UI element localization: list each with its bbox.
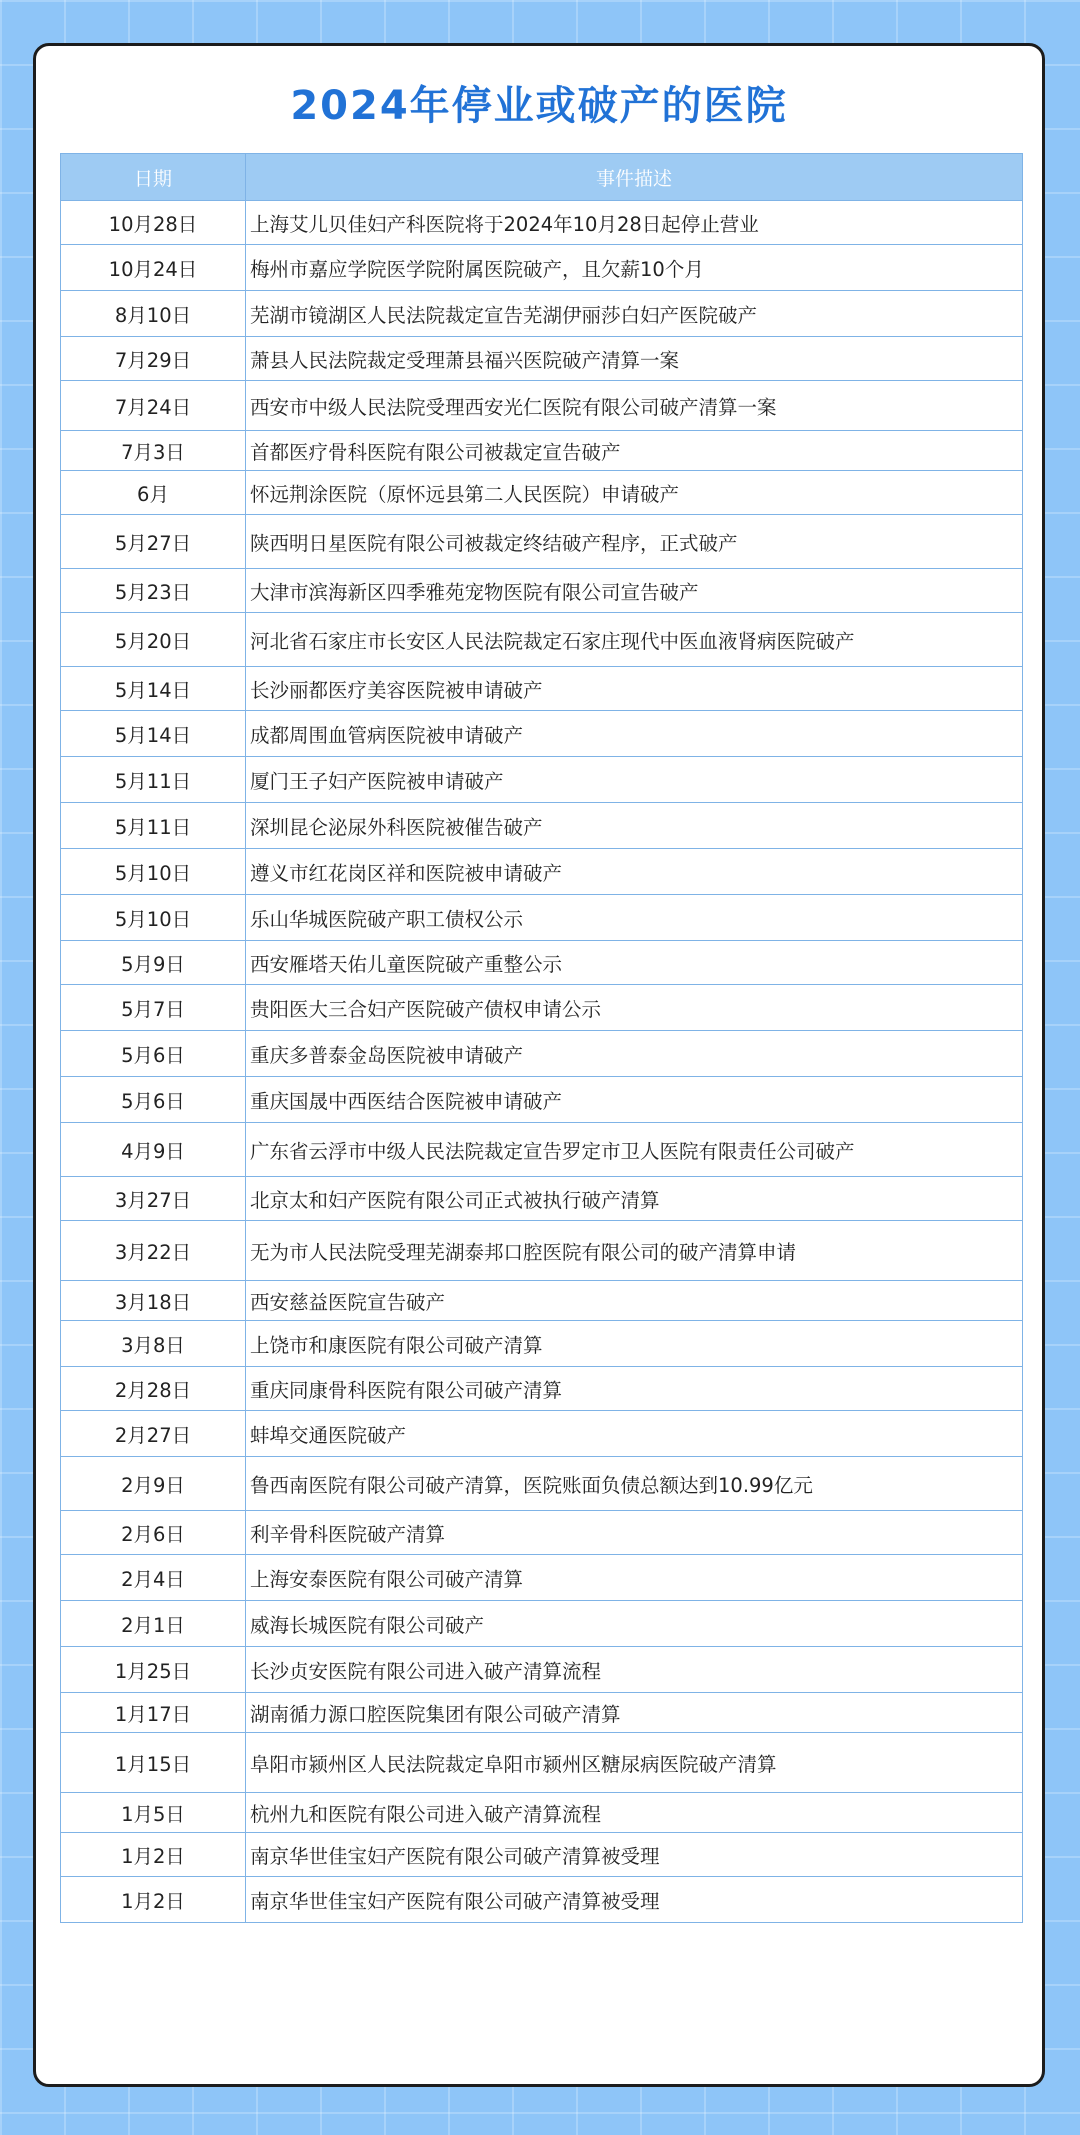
row-date: 5月10日 bbox=[61, 895, 246, 941]
row-event: 重庆多普泰金岛医院被申请破产 bbox=[246, 1031, 1023, 1077]
table-row bbox=[61, 1833, 1023, 1877]
row-event: 威海长城医院有限公司破产 bbox=[246, 1601, 1023, 1647]
row-date: 5月6日 bbox=[61, 1077, 246, 1123]
table-row bbox=[61, 381, 1023, 431]
row-event: 大津市滨海新区四季雅苑宠物医院有限公司宣告破产 bbox=[246, 569, 1023, 613]
row-date: 2月1日 bbox=[61, 1601, 246, 1647]
row-date: 3月18日 bbox=[61, 1281, 246, 1321]
table-row bbox=[61, 1367, 1023, 1411]
row-event: 萧县人民法院裁定受理萧县福兴医院破产清算一案 bbox=[246, 337, 1023, 381]
table-row bbox=[61, 1511, 1023, 1555]
row-date: 5月14日 bbox=[61, 667, 246, 711]
row-event: 西安慈益医院宣告破产 bbox=[246, 1281, 1023, 1321]
column-header-date: 日期 bbox=[61, 154, 246, 201]
table-row bbox=[61, 1647, 1023, 1693]
row-event: 杭州九和医院有限公司进入破产清算流程 bbox=[246, 1793, 1023, 1833]
row-date: 2月28日 bbox=[61, 1367, 246, 1411]
row-event: 厦门王子妇产医院被申请破产 bbox=[246, 757, 1023, 803]
row-date: 5月7日 bbox=[61, 985, 246, 1031]
table-row bbox=[61, 803, 1023, 849]
table-row bbox=[61, 291, 1023, 337]
row-date: 7月29日 bbox=[61, 337, 246, 381]
table-row bbox=[61, 1457, 1023, 1511]
row-date: 3月22日 bbox=[61, 1221, 246, 1281]
table-row bbox=[61, 1733, 1023, 1793]
row-event: 蚌埠交通医院破产 bbox=[246, 1411, 1023, 1457]
table-row bbox=[61, 1555, 1023, 1601]
table-row bbox=[61, 1411, 1023, 1457]
row-date: 3月8日 bbox=[61, 1321, 246, 1367]
row-date: 5月23日 bbox=[61, 569, 246, 613]
table-row bbox=[61, 1281, 1023, 1321]
table-header-row bbox=[61, 154, 1023, 201]
table-row bbox=[61, 941, 1023, 985]
table-row bbox=[61, 711, 1023, 757]
row-event: 南京华世佳宝妇产医院有限公司破产清算被受理 bbox=[246, 1877, 1023, 1923]
row-event: 长沙贞安医院有限公司进入破产清算流程 bbox=[246, 1647, 1023, 1693]
table-row bbox=[61, 471, 1023, 515]
row-event: 广东省云浮市中级人民法院裁定宣告罗定市卫人医院有限责任公司破产 bbox=[246, 1123, 1023, 1177]
row-event: 深圳昆仑泌尿外科医院被催告破产 bbox=[246, 803, 1023, 849]
row-event: 首都医疗骨科医院有限公司被裁定宣告破产 bbox=[246, 431, 1023, 471]
table-row bbox=[61, 1793, 1023, 1833]
row-date: 1月2日 bbox=[61, 1877, 246, 1923]
row-date: 5月6日 bbox=[61, 1031, 246, 1077]
row-date: 5月11日 bbox=[61, 803, 246, 849]
row-date: 1月17日 bbox=[61, 1693, 246, 1733]
row-event: 上海艾儿贝佳妇产科医院将于2024年10月28日起停止营业 bbox=[246, 201, 1023, 245]
hospital-table bbox=[60, 153, 1023, 1923]
content-card bbox=[33, 43, 1045, 2087]
row-event: 北京太和妇产医院有限公司正式被执行破产清算 bbox=[246, 1177, 1023, 1221]
table-row bbox=[61, 667, 1023, 711]
row-date: 5月14日 bbox=[61, 711, 246, 757]
row-event: 重庆同康骨科医院有限公司破产清算 bbox=[246, 1367, 1023, 1411]
table-row bbox=[61, 1693, 1023, 1733]
row-event: 河北省石家庄市长安区人民法院裁定石家庄现代中医血液肾病医院破产 bbox=[246, 613, 1023, 667]
row-date: 2月9日 bbox=[61, 1457, 246, 1511]
row-event: 上饶市和康医院有限公司破产清算 bbox=[246, 1321, 1023, 1367]
row-event: 长沙丽都医疗美容医院被申请破产 bbox=[246, 667, 1023, 711]
row-date: 1月2日 bbox=[61, 1833, 246, 1877]
table-row bbox=[61, 1877, 1023, 1923]
row-event: 成都周围血管病医院被申请破产 bbox=[246, 711, 1023, 757]
table-row bbox=[61, 613, 1023, 667]
row-date: 6月 bbox=[61, 471, 246, 515]
table-row bbox=[61, 757, 1023, 803]
row-event: 陕西明日星医院有限公司被裁定终结破产程序，正式破产 bbox=[246, 515, 1023, 569]
table-row bbox=[61, 431, 1023, 471]
table-row bbox=[61, 245, 1023, 291]
row-date: 2月27日 bbox=[61, 1411, 246, 1457]
row-date: 4月9日 bbox=[61, 1123, 246, 1177]
row-date: 1月5日 bbox=[61, 1793, 246, 1833]
row-date: 1月25日 bbox=[61, 1647, 246, 1693]
table-row bbox=[61, 849, 1023, 895]
row-date: 8月10日 bbox=[61, 291, 246, 337]
row-date: 5月9日 bbox=[61, 941, 246, 985]
column-header-event: 事件描述 bbox=[246, 154, 1023, 201]
row-date: 10月24日 bbox=[61, 245, 246, 291]
row-event: 遵义市红花岗区祥和医院被申请破产 bbox=[246, 849, 1023, 895]
row-event: 重庆国晟中西医结合医院被申请破产 bbox=[246, 1077, 1023, 1123]
table-row bbox=[61, 1221, 1023, 1281]
table-row bbox=[61, 1123, 1023, 1177]
table-row bbox=[61, 1321, 1023, 1367]
row-event: 无为市人民法院受理芜湖泰邦口腔医院有限公司的破产清算申请 bbox=[246, 1221, 1023, 1281]
row-date: 5月11日 bbox=[61, 757, 246, 803]
row-date: 10月28日 bbox=[61, 201, 246, 245]
table-row bbox=[61, 1177, 1023, 1221]
table-row bbox=[61, 895, 1023, 941]
table-row bbox=[61, 1031, 1023, 1077]
row-date: 5月10日 bbox=[61, 849, 246, 895]
row-event: 梅州市嘉应学院医学院附属医院破产，且欠薪10个月 bbox=[246, 245, 1023, 291]
table-row bbox=[61, 1601, 1023, 1647]
page-title: 2024年停业或破产的医院 bbox=[290, 83, 788, 129]
row-event: 贵阳医大三合妇产医院破产债权申请公示 bbox=[246, 985, 1023, 1031]
row-event: 利辛骨科医院破产清算 bbox=[246, 1511, 1023, 1555]
row-event: 鲁西南医院有限公司破产清算，医院账面负债总额达到10.99亿元 bbox=[246, 1457, 1023, 1511]
row-event: 西安市中级人民法院受理西安光仁医院有限公司破产清算一案 bbox=[246, 381, 1023, 431]
table-body bbox=[61, 201, 1023, 1923]
table-row bbox=[61, 569, 1023, 613]
row-date: 3月27日 bbox=[61, 1177, 246, 1221]
row-date: 7月3日 bbox=[61, 431, 246, 471]
row-event: 乐山华城医院破产职工债权公示 bbox=[246, 895, 1023, 941]
row-date: 7月24日 bbox=[61, 381, 246, 431]
row-date: 5月20日 bbox=[61, 613, 246, 667]
row-date: 1月15日 bbox=[61, 1733, 246, 1793]
table-row bbox=[61, 515, 1023, 569]
row-event: 湖南循力源口腔医院集团有限公司破产清算 bbox=[246, 1693, 1023, 1733]
table-row bbox=[61, 201, 1023, 245]
row-event: 阜阳市颍州区人民法院裁定阜阳市颍州区糖尿病医院破产清算 bbox=[246, 1733, 1023, 1793]
table-row bbox=[61, 985, 1023, 1031]
row-event: 芜湖市镜湖区人民法院裁定宣告芜湖伊丽莎白妇产医院破产 bbox=[246, 291, 1023, 337]
row-date: 2月6日 bbox=[61, 1511, 246, 1555]
row-event: 南京华世佳宝妇产医院有限公司破产清算被受理 bbox=[246, 1833, 1023, 1877]
row-event: 怀远荆涂医院（原怀远县第二人民医院）申请破产 bbox=[246, 471, 1023, 515]
table-row bbox=[61, 1077, 1023, 1123]
row-event: 西安雁塔天佑儿童医院破产重整公示 bbox=[246, 941, 1023, 985]
row-event: 上海安泰医院有限公司破产清算 bbox=[246, 1555, 1023, 1601]
row-date: 5月27日 bbox=[61, 515, 246, 569]
table-row bbox=[61, 337, 1023, 381]
row-date: 2月4日 bbox=[61, 1555, 246, 1601]
